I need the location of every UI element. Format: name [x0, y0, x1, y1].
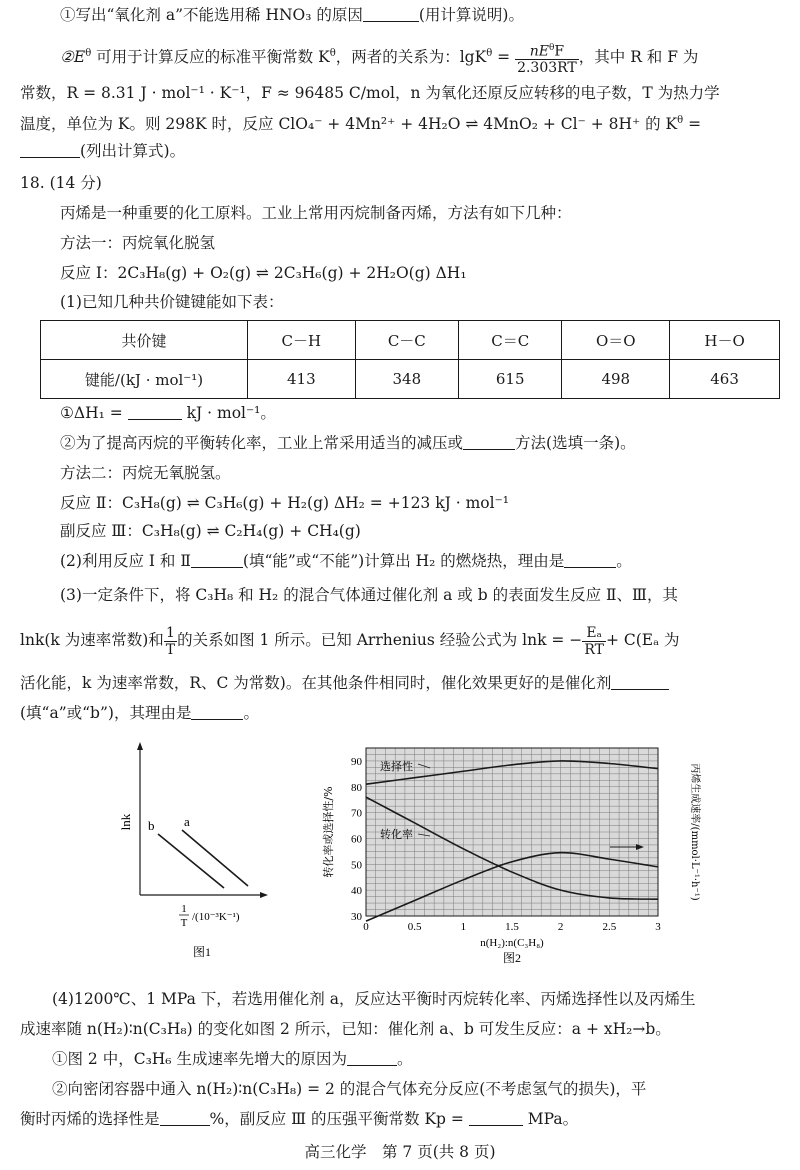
part-3-line-3: 活化能，k 为速率常数，R、C 为常数)。在其他条件相同时，催化效果更好的是催化剂: [20, 672, 786, 694]
y-tick-labels: [351, 756, 363, 923]
text-line: 常数，R = 8.31 J · mol⁻¹ · K⁻¹，F ≈ 96485 C/mol，n 为氧化还原反应转移的电子数，T 为热力学: [20, 84, 720, 102]
formula-fraction: $\frac{nE^\theta F}{2.303RT}$: [515, 40, 579, 77]
table-cell: 615: [459, 360, 562, 399]
x-tick-label: 0.5: [407, 921, 422, 933]
figure-2-chart: [320, 740, 710, 968]
y-axis-right-label: 丙烯生成速率/(mmol·L⁻¹·h⁻¹): [689, 763, 700, 901]
x-tick-label: 2.5: [602, 921, 617, 933]
question-18-title: 18. (14 分): [20, 174, 102, 192]
part-4-line-1: (4)1200℃、1 MPa 下，若选用催化剂 a，反应达平衡时丙烷转化率、丙烯选择性以及丙烯生: [52, 990, 696, 1008]
text-line: (列出计算式)。: [20, 140, 786, 162]
answer-blank[interactable]: [564, 551, 616, 568]
series-label-conversion: 转化率: [380, 828, 413, 841]
answer-blank[interactable]: [347, 1049, 397, 1066]
figure-1: [110, 740, 270, 965]
reaction-2: 反应 Ⅱ：C₃H₈(g) ⇌ C₃H₆(g) + H₂(g) ΔH₂ = +123 kJ · mol⁻¹: [60, 494, 509, 512]
table-cell: 413: [248, 360, 356, 399]
line-a: [182, 830, 248, 886]
table-header-cell: O＝O: [562, 321, 670, 360]
line-b-label: b: [148, 818, 155, 833]
table-header-cell: H－O: [670, 321, 780, 360]
y-tick-label: 50: [351, 859, 362, 872]
y-tick-label: 30: [351, 911, 362, 923]
figure-1-caption: 图1: [192, 945, 212, 959]
figure-2-caption: 图2: [502, 951, 522, 965]
y-axis-label: lnk: [118, 813, 133, 831]
line-a-label: a: [184, 814, 190, 829]
table-cell: 348: [355, 360, 458, 399]
y-tick-label: 90: [351, 755, 362, 768]
table-cell: 463: [670, 360, 780, 399]
y-tick-label: 80: [351, 781, 362, 794]
table-header-cell: C－C: [355, 321, 458, 360]
table-cell: 498: [562, 360, 670, 399]
bond-energy-table: [40, 320, 780, 399]
part-4-sub-2-cont: 衡时丙烯的选择性是 %，副反应 Ⅲ 的压强平衡常数 Kp = MPa。: [20, 1110, 579, 1128]
answer-blank[interactable]: [191, 551, 243, 568]
answer-blank[interactable]: [160, 1109, 210, 1126]
answer-blank[interactable]: [463, 433, 515, 450]
line-b: [158, 834, 224, 888]
answer-blank[interactable]: [469, 1109, 523, 1126]
x-tick-label: 3: [655, 921, 661, 933]
part-3-line-1: (3)一定条件下，将 C₃H₈ 和 H₂ 的混合气体通过催化剂 a 或 b 的表面发生反应 Ⅱ、Ⅲ，其: [60, 586, 678, 604]
part-2: (2)利用反应 Ⅰ 和 Ⅱ (填“能”或“不能”)计算出 H₂ 的燃烧热，理由是 。: [60, 552, 632, 570]
x-tick-label: 1: [460, 921, 467, 933]
x-label-denominator: T: [180, 917, 188, 929]
table-row-label: 键能/(kJ · mol⁻¹): [41, 360, 248, 399]
answer-blank[interactable]: [611, 673, 669, 690]
x-label-unit: /(10⁻³K⁻¹): [192, 911, 240, 923]
x-axis-arrow: [260, 892, 268, 898]
y-tick-label: 40: [351, 885, 362, 898]
method-1: 方法一：丙烷氧化脱氢: [60, 234, 216, 252]
reaction-3: 副反应 Ⅲ：C₃H₈(g) ⇌ C₂H₄(g) + CH₄(g): [60, 522, 361, 540]
part-4-sub-1: ①图 2 中，C₃H₆ 生成速率先增大的原因为 。: [52, 1050, 413, 1068]
part-1-sub-2: ②为了提高丙烷的平衡转化率，工业上常采用适当的减压或 方法(选填一条)。: [60, 434, 636, 452]
formula-fraction: $\frac{1}{T}$: [165, 624, 176, 658]
question-17-part-1: ①写出“氧化剂 a”不能选用稀 HNO₃ 的原因 (用计算说明)。: [60, 6, 524, 24]
part-4-sub-2: ②向密闭容器中通入 n(H₂)∶n(C₃H₈) = 2 的混合气体充分反应(不考虑氢气的损失)，平: [52, 1080, 647, 1098]
x-tick-labels: [363, 921, 661, 933]
part-3-line-2: lnk(k 为速率常数)和 $\frac{1}{T}$ 的关系如图 1 所示。已知 Arrhenius 经验公式为 lnk = − $\frac{\text{Eₐ}}{RT}$ + C(Eₐ 为: [20, 624, 680, 658]
table-row: [41, 360, 780, 399]
method-2: 方法二：丙烷无氧脱氢。: [60, 464, 231, 482]
table-header-cell: 共价键: [41, 321, 248, 360]
x-tick-label: 1.5: [505, 921, 519, 933]
answer-blank[interactable]: [128, 403, 182, 420]
intro-text: 丙烯是一种重要的化工原料。工业上常用丙烷制备丙烯，方法有如下几种：: [60, 204, 572, 222]
answer-blank[interactable]: [20, 141, 80, 158]
formula-fraction: $\frac{\text{Eₐ}}{RT}$: [584, 624, 604, 658]
x-tick-label: 2: [557, 921, 564, 933]
part-4-line-2: 成速率随 n(H₂)∶n(C₃H₈) 的变化如图 2 所示，已知：催化剂 a、b 可发生反应：a + xH₂→b。: [20, 1020, 671, 1038]
x-label-numerator: 1: [181, 903, 187, 915]
answer-blank[interactable]: [363, 5, 419, 22]
part-1-prompt: (1)已知几种共价键键能如下表：: [60, 293, 284, 311]
answer-blank[interactable]: [191, 703, 243, 720]
series-label-selectivity: 选择性: [380, 760, 413, 773]
page-footer: 高三化学 第 7 页(共 8 页): [304, 1143, 496, 1161]
y-axis-arrow: [137, 742, 143, 750]
x-axis-label: n(H₂):n(C₃H₈): [480, 937, 544, 949]
table-row: [41, 321, 780, 360]
y-axis-left-label: 转化率或选择性/%: [322, 786, 335, 878]
x-tick-label: 0: [363, 921, 369, 933]
text-line: 温度，单位为 K。则 298K 时，反应 ClO₄⁻ + 4Mn²⁺ + 4H₂O ⇌ 4MnO₂ + Cl⁻ + 8H⁺ 的 $K^\theta$ =: [20, 115, 702, 134]
table-header-cell: C－H: [248, 321, 356, 360]
y-tick-label: 70: [351, 807, 362, 820]
question-17-part-2: $②E^\theta$ 可用于计算反应的标准平衡常数 $K^\theta$，两者的关系为：lgK$^\theta$ = $\frac{nE^\theta F}{2.303RT}$ ，其中 R 和 F 为: [60, 34, 786, 74]
part-1-sub-1: ①ΔH₁ = kJ · mol⁻¹。: [60, 404, 276, 422]
table-header-cell: C＝C: [459, 321, 562, 360]
part-3-line-4: (填“a”或“b”)，其理由是 。: [20, 704, 259, 722]
reaction-1: 反应 Ⅰ：2C₃H₈(g) + O₂(g) ⇌ 2C₃H₆(g) + 2H₂O(g) ΔH₁: [60, 264, 467, 282]
y-tick-label: 60: [351, 833, 362, 846]
